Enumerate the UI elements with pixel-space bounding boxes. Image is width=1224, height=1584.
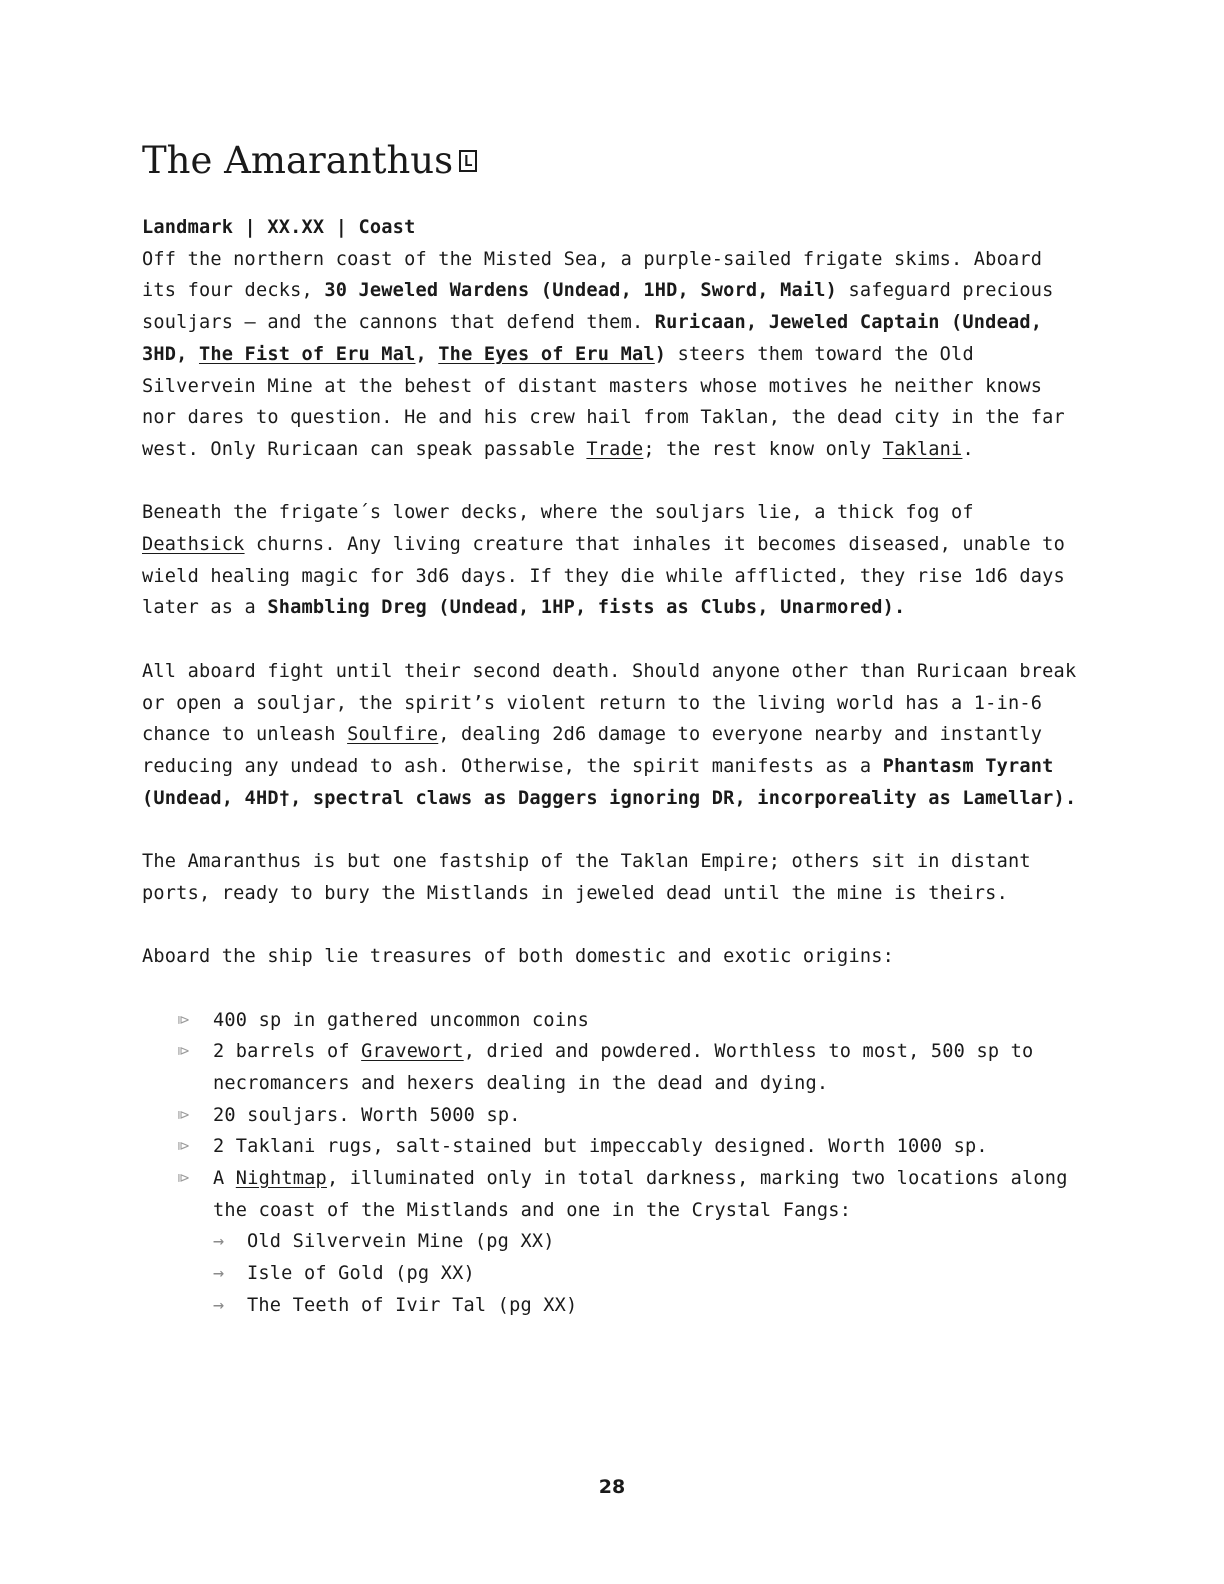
page-number: 28: [598, 1476, 626, 1498]
list-item-text: 20 souljars. Worth 5000 sp.: [213, 1104, 521, 1126]
list-item: [177, 1005, 1082, 1037]
term-link[interactable]: The Eyes of Eru Mal: [438, 343, 655, 365]
term-link[interactable]: The Fist of Eru Mal: [198, 343, 416, 365]
landmark-icon: L: [459, 150, 477, 172]
location-text: Isle of Gold (pg XX): [247, 1263, 475, 1285]
term-link[interactable]: Trade: [586, 438, 644, 460]
list-item: [177, 1036, 1082, 1099]
stat-block: [199, 344, 416, 365]
stat-block: 30 Jeweled Wardens (Undead, 1HD, Sword, Mail): [324, 280, 838, 302]
paragraph-treasure-intro: Aboard the ship lie treasures of both domestic and exotic origins:: [142, 946, 895, 968]
stat-block: Phantasm Tyrant (Undead, 4HD†, spectral claws as Daggers ignoring DR, incorporeality as Lamellar).: [142, 755, 1077, 809]
arrow-right-icon: →: [213, 1231, 225, 1253]
stat-block: [438, 344, 655, 365]
stat-block: ,: [415, 343, 439, 365]
page-content: [142, 138, 1082, 1322]
bullet-icon: ⧐: [177, 1171, 191, 1187]
bullet-icon: ⧐: [177, 1044, 191, 1060]
location-item: [213, 1226, 1082, 1258]
entry-meta: Landmark | XX.XX | Coast: [142, 217, 416, 238]
location-text: The Teeth of Ivir Tal (pg XX): [247, 1294, 578, 1316]
paragraph-souljars: All aboard fight until their second death. Should anyone other than Ruricaan break or open a souljar, the spirit’s violent return to the living world has a 1-in-6 chance to unleash Soulfire, dealing 2d6 damage to everyone nearby and instantly reducing any undead to ash. Otherwise, the spirit manifests as a Phantasm Tyrant (Undead, 4HD†, spectral claws as Daggers ignoring DR, incorporeality as Lamellar).: [142, 660, 1077, 809]
body-text: [142, 212, 1082, 1322]
page-title: [142, 138, 1082, 184]
nightmap-locations: [213, 1226, 1082, 1321]
stat-block: Shambling Dreg (Undead, 1HP, fists as Clubs, Unarmored).: [267, 597, 906, 619]
treasure-list: [142, 1005, 1082, 1322]
bullet-icon: ⧐: [177, 1107, 191, 1123]
list-item: [177, 1163, 1082, 1322]
arrow-right-icon: →: [213, 1294, 225, 1316]
term-link[interactable]: Nightmap: [235, 1168, 327, 1190]
term-link[interactable]: Taklani: [882, 438, 963, 460]
term-link[interactable]: Deathsick: [142, 534, 245, 556]
paragraph-deathsick: Beneath the frigate´s lower decks, where the souljars lie, a thick fog of Deathsick churns. Any living creature that inhales it becomes diseased, unable to wield healing magic for 3d6 days. If they die while afflicted, they rise 1d6 days later as a Shambling Dreg (Undead, 1HP, fists as Clubs, Unarmored).: [142, 502, 1065, 619]
bullet-icon: ⧐: [177, 1012, 191, 1028]
paragraph-empire: The Amaranthus is but one fastship of the Taklan Empire; others sit in distant ports, ready to bury the Mistlands in jeweled dead until the mine is theirs.: [142, 851, 1031, 904]
list-item: [177, 1100, 1082, 1132]
title-text: The Amaranthus: [142, 139, 454, 182]
location-item: [213, 1290, 1082, 1322]
location-text: Old Silvervein Mine (pg XX): [247, 1231, 555, 1253]
location-item: [213, 1258, 1082, 1290]
list-item-text: A Nightmap, illuminated only in total darkness, marking two locations along the coast of the Mistlands and one in the Crystal Fangs:: [213, 1168, 1068, 1221]
term-link[interactable]: Gravewort: [361, 1041, 464, 1063]
bullet-icon: ⧐: [177, 1139, 191, 1155]
term-link[interactable]: Soulfire: [347, 724, 439, 746]
arrow-right-icon: →: [213, 1263, 225, 1285]
list-item: [177, 1131, 1082, 1163]
stat-block: Ruricaan, Jeweled Captain (Undead, 3HD,: [142, 312, 1043, 365]
list-item-text: 2 Taklani rugs, salt-stained but impeccably designed. Worth 1000 sp.: [213, 1136, 988, 1158]
list-item-text: 400 sp in gathered uncommon coins: [213, 1009, 590, 1031]
list-item-text: 2 barrels of Gravewort, dried and powdered. Worthless to most, 500 sp to necromancers and hexers dealing in the dead and dying.: [213, 1041, 1034, 1094]
stat-block: ): [654, 343, 667, 365]
paragraph-intro: Off the northern coast of the Misted Sea, a purple-sailed frigate skims. Aboard its four decks, 30 Jeweled Wardens (Undead, 1HD, Sword, Mail) safeguard precious souljars — and the cannons that defend them. Ruricaan, Jeweled Captain (Undead, 3HD, The Fist of Eru Mal, The Eyes of Eru Mal) steers them toward the Old Silvervein Mine at the behest of distant masters whose motives he neither knows nor dares to question. He and his crew hail from Taklan, the dead city in the far west. Only Ruricaan can speak passable Trade; the rest know only Taklani.: [142, 248, 1065, 460]
